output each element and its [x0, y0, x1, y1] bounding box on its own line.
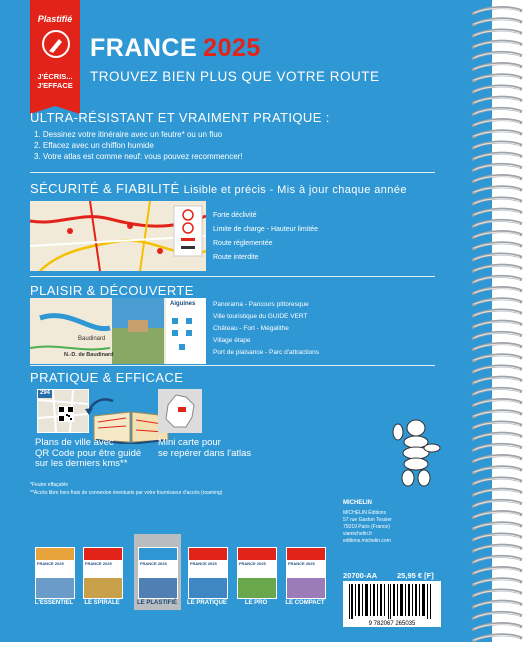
title-text: FRANCE	[90, 34, 198, 62]
step-1: 1. Dessinez votre itinéraire avec un feutre* ou un fluo	[34, 130, 223, 139]
product-code: 20700-AA	[343, 571, 377, 580]
qr-code-icon	[58, 406, 74, 422]
caption-line: Mini carte pour	[158, 437, 221, 448]
range-cover-spirale	[83, 547, 123, 599]
range-cover-title: FRANCE 2025	[140, 561, 167, 566]
range-label: LE PRO	[244, 600, 268, 606]
address-line: editions.michelin.com	[343, 538, 391, 544]
caption-line: QR Code pour être guidé	[35, 447, 142, 459]
range-cover-title: FRANCE 2025	[190, 561, 217, 566]
price: 25,95 € [F]	[397, 571, 434, 580]
mini-map-icon	[158, 389, 202, 433]
range-label: LE PLASTIFIÉ	[136, 600, 177, 606]
range-cover-compact	[286, 547, 326, 599]
caption-line: se repérer dans l'atlas	[158, 447, 252, 459]
legend-item: Village étape	[213, 337, 251, 344]
michelin-man-icon	[386, 418, 442, 495]
michelin-logo: MICHELIN	[343, 500, 372, 506]
title-year: 2025	[203, 34, 261, 62]
address-line: 75019 Paris (France)	[343, 524, 390, 530]
section1-subtitle: Lisible et précis - Mis à jour chaque année	[183, 184, 407, 196]
badge-bottom-label: J'ÉCRIS... J'EFFACE	[37, 72, 73, 90]
legend-item: Panorama - Parcours pittoresque	[213, 301, 309, 308]
range-label: LE PRATIQUE	[187, 600, 227, 606]
range-cover-pratique	[188, 547, 228, 599]
legend-item: Route interdite	[213, 254, 259, 261]
city-plan-thumbnail	[37, 389, 89, 433]
pen-icon	[42, 30, 70, 58]
mini-map-caption	[158, 438, 251, 459]
caption-line: sur les derniers kms**	[35, 458, 128, 469]
price-line	[343, 571, 434, 580]
range-label: LE COMPACT	[285, 600, 325, 606]
cover-subtitle: TROUVEZ BIEN PLUS QUE VOTRE ROUTE	[90, 69, 380, 84]
range-cover-essentiel	[35, 547, 75, 599]
badge-top-label: Plastifié	[37, 14, 73, 24]
map-label: Aiguines	[170, 301, 196, 307]
legend-item: Port de plaisance - Parc d'attractions	[213, 349, 320, 356]
range-label: L'ESSENTIEL	[34, 600, 74, 606]
section1-legend	[213, 209, 318, 265]
footnote-1: *Feutre effaçable	[30, 482, 68, 488]
tourism-map-excerpt	[30, 298, 206, 364]
divider	[30, 276, 435, 277]
section1-title	[30, 181, 407, 196]
divider	[30, 365, 435, 366]
divider	[30, 172, 435, 173]
city-plan-caption	[35, 438, 141, 470]
address-line: MICHELIN Éditions	[343, 510, 387, 516]
barcode-number: 9 782067 265035	[343, 621, 441, 627]
cover-title	[90, 34, 261, 63]
steps-list	[34, 129, 243, 162]
legend-item: Château - Fort - Mégalithe	[213, 325, 289, 332]
range-cover-title: FRANCE 2025	[288, 561, 315, 566]
legend-item: Ville touristique du GUIDE VERT	[213, 313, 308, 320]
range-label: LE SPIRALE	[84, 600, 120, 606]
step-2: 2. Effacez avec un chiffon humide	[34, 141, 154, 150]
footnote-2: **Accès libre hors frais de connexion éventuels par votre fournisseur d'accès (roaming)	[30, 490, 223, 496]
section2-title: PLAISIR & DÉCOUVERTE	[30, 283, 194, 298]
section3-title: PRATIQUE & EFFICACE	[30, 370, 184, 385]
spiral-binding	[470, 0, 525, 642]
tagline: ULTRA-RÉSISTANT ET VRAIMENT PRATIQUE :	[30, 110, 330, 125]
publisher-address	[343, 510, 392, 545]
range-cover-title: FRANCE 2025	[239, 561, 266, 566]
address-line: 57 rue Gaston Tessier	[343, 517, 392, 523]
legend-item: Forte déclivité	[213, 212, 257, 219]
range-cover-title: FRANCE 2025	[85, 561, 112, 566]
address-line: viamichelin.fr	[343, 531, 373, 537]
plan-number: 294	[40, 390, 51, 396]
section2-legend	[213, 299, 319, 359]
map-label: Baudinard	[78, 336, 106, 342]
caption-line: Plans de ville avec	[35, 437, 114, 448]
range-cover-pro	[237, 547, 277, 599]
map-label: N.-D. de Baudinard	[64, 352, 114, 358]
legend-item: Route réglementée	[213, 240, 273, 247]
step-3: 3. Votre atlas est comme neuf: vous pouvez recommencer!	[34, 152, 243, 161]
road-map-excerpt	[30, 201, 206, 271]
barcode	[343, 581, 441, 621]
section1-title-text: SÉCURITÉ & FIABILITÉ	[30, 181, 180, 196]
range-cover-plastifie	[138, 547, 178, 599]
range-cover-title: FRANCE 2025	[37, 561, 64, 566]
legend-item: Limite de charge - Hauteur limitée	[213, 226, 319, 233]
